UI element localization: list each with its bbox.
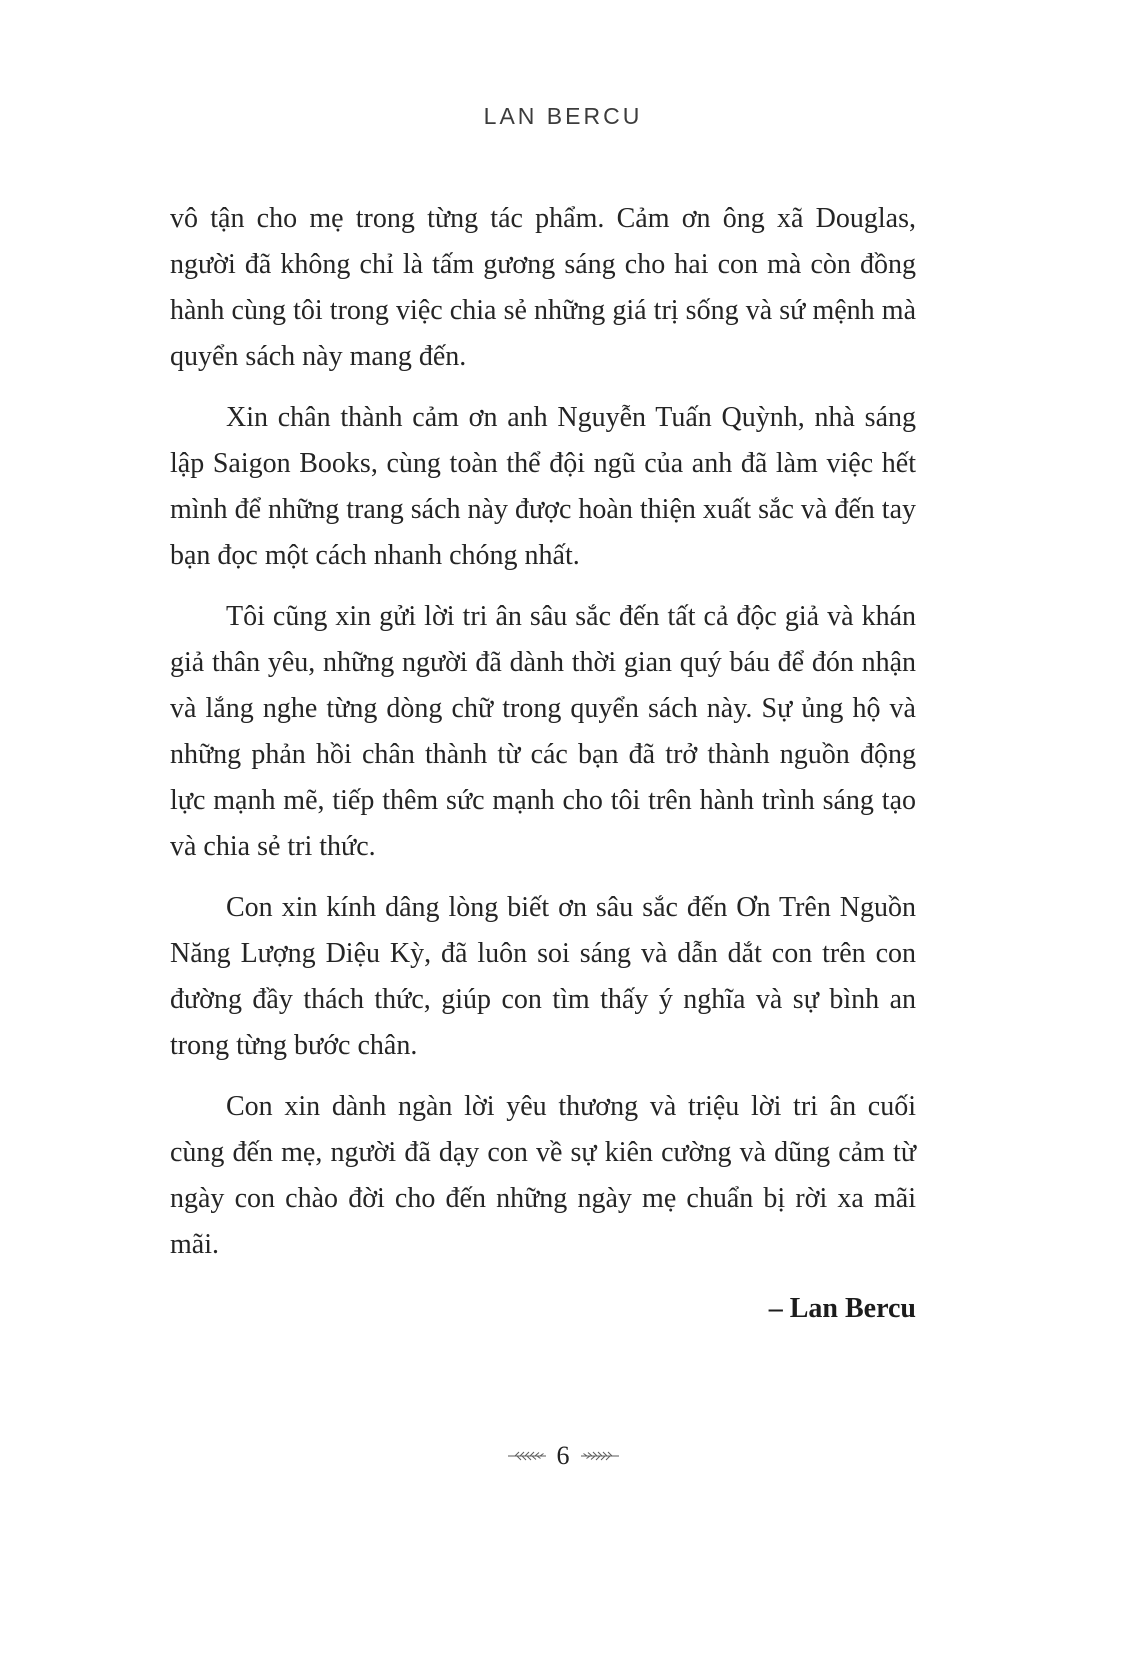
running-header bbox=[0, 103, 1126, 130]
page-footer bbox=[0, 1443, 1126, 1469]
fern-flourish-right-icon bbox=[580, 1449, 620, 1463]
fern-flourish-left-icon bbox=[507, 1449, 547, 1463]
page-body bbox=[170, 196, 916, 1332]
page-number: 6 bbox=[556, 1441, 570, 1470]
paragraph: Xin chân thành cảm ơn anh Nguyễn Tuấn Quỳnh, nhà sáng lập Saigon Books, cùng toàn thể đội ngũ của anh đã làm việc hết mình để những trang sách này được hoàn thiện xuất sắc và đến tay bạn đọc một cách nhanh chóng nhất. bbox=[170, 402, 916, 571]
author-signature: – Lan Bercu bbox=[768, 1293, 916, 1324]
paragraph: Con xin kính dâng lòng biết ơn sâu sắc đến Ơn Trên Nguồn Năng Lượng Diệu Kỳ, đã luôn soi sáng và dẫn dắt con trên con đường đầy thách thức, giúp con tìm thấy ý nghĩa và sự bình an trong từng bước chân. bbox=[170, 892, 916, 1061]
paragraph: vô tận cho mẹ trong từng tác phẩm. Cảm ơn ông xã Douglas, người đã không chỉ là tấm gương sáng cho hai con mà còn đồng hành cùng tôi trong việc chia sẻ những giá trị sống và sứ mệnh mà quyển sách này mang đến. bbox=[170, 203, 916, 372]
paragraph: Con xin dành ngàn lời yêu thương và triệu lời tri ân cuối cùng đến mẹ, người đã dạy con về sự kiên cường và dũng cảm từ ngày con chào đời cho đến những ngày mẹ chuẩn bị rời xa mãi mãi. bbox=[170, 1091, 916, 1260]
paragraph: Tôi cũng xin gửi lời tri ân sâu sắc đến tất cả độc giả và khán giả thân yêu, những người đã dành thời gian quý báu để đón nhận và lắng nghe từng dòng chữ trong quyển sách này. Sự ủng hộ và những phản hồi chân thành từ các bạn đã trở thành nguồn động lực mạnh mẽ, tiếp thêm sức mạnh cho tôi trên hành trình sáng tạo và chia sẻ tri thức. bbox=[170, 601, 916, 862]
running-title: LAN BERCU bbox=[483, 103, 643, 129]
